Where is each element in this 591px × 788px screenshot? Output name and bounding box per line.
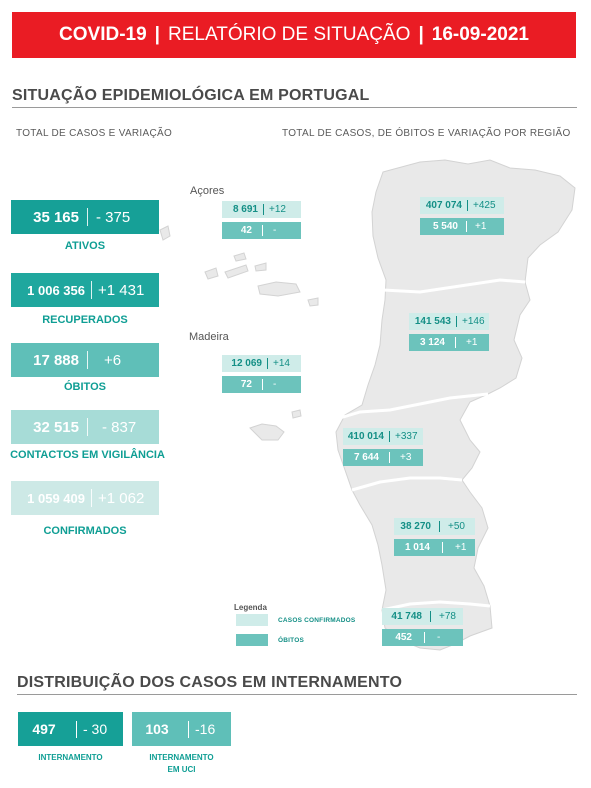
stat-value: 1 059 409 <box>27 490 85 506</box>
region-deaths-alentejo <box>394 539 475 556</box>
hospital-divider <box>188 721 189 738</box>
region-cases-acores <box>222 201 301 218</box>
tag-divider <box>466 221 467 232</box>
region-deaths-norte <box>420 218 504 235</box>
section-title-hospitalization: DISTRIBUIÇÃO DOS CASOS EM INTERNAMENTO <box>17 674 403 691</box>
region-cases-norte <box>420 197 504 214</box>
stat-label-confirmed: CONFIRMADOS <box>43 525 127 537</box>
madeira-island <box>292 410 301 418</box>
acores-island <box>160 226 170 240</box>
legend-title: Legenda <box>234 603 267 612</box>
region-cases-value: 41 748 <box>391 611 422 622</box>
stat-label-active: ATIVOS <box>64 240 106 252</box>
acores-island <box>308 298 318 306</box>
region-deaths-value: 7 644 <box>353 452 379 463</box>
region-cases-value: 8 691 <box>232 204 258 215</box>
region-cases-value: 38 270 <box>400 521 431 532</box>
tag-divider <box>430 611 431 622</box>
region-deaths-acores <box>222 222 301 239</box>
header-subtitle: RELATÓRIO DE SITUAÇÃO <box>167 24 411 45</box>
region-label-acores: Açores <box>190 185 225 197</box>
legend-label-confirmed: CASOS CONFIRMADOS <box>278 617 356 624</box>
header-separator: | <box>154 24 160 45</box>
tag-divider <box>442 542 443 553</box>
region-cases-change: +78 <box>439 611 456 622</box>
hospital-value: 497 <box>32 721 56 737</box>
stat-label-contacts: CONTACTOS EM VIGILÂNCIA <box>10 449 165 461</box>
region-deaths-change: - <box>273 379 277 390</box>
total-cases-caption: TOTAL DE CASOS E VARIAÇÃO <box>16 128 173 139</box>
hospital-box-icu <box>132 712 231 746</box>
region-deaths-lvt <box>343 449 423 466</box>
acores-island <box>225 265 248 278</box>
stat-change: +6 <box>104 351 122 369</box>
hospital-label-line: EM UCI <box>167 765 196 774</box>
region-deaths-change: +1 <box>455 542 467 553</box>
header-title: COVID-19 <box>59 24 147 45</box>
region-deaths-centro <box>409 334 489 351</box>
stat-label-recovered: RECUPERADOS <box>42 314 128 326</box>
region-deaths-change: - <box>437 632 441 643</box>
tag-divider <box>262 225 263 236</box>
region-deaths-change: - <box>273 225 277 236</box>
region-deaths-value: 3 124 <box>419 337 445 348</box>
region-deaths-value: 452 <box>395 632 412 643</box>
region-cases-value: 407 074 <box>425 200 462 211</box>
region-cases-value: 410 014 <box>347 431 384 442</box>
acores-island <box>234 253 246 261</box>
region-label-madeira: Madeira <box>189 331 229 343</box>
stat-value: 35 165 <box>33 208 79 226</box>
stat-change: - 375 <box>96 208 131 226</box>
stat-change: +1 062 <box>98 489 145 507</box>
hospital-change: - 30 <box>83 721 108 737</box>
legend-swatch-deaths <box>236 634 268 646</box>
tag-divider <box>424 632 425 643</box>
hospital-value: 103 <box>145 721 169 737</box>
tag-divider <box>262 379 263 390</box>
legend-swatch-confirmed <box>236 614 268 626</box>
region-caption: TOTAL DE CASOS, DE ÓBITOS E VARIAÇÃO POR REGIÃO <box>282 128 571 139</box>
stat-value: 1 006 356 <box>27 282 85 298</box>
hospital-divider <box>76 721 77 738</box>
stat-change: +1 431 <box>98 281 145 299</box>
header-separator: | <box>418 24 424 45</box>
header-date: 16-09-2021 <box>431 24 529 45</box>
stat-change: - 837 <box>102 418 137 436</box>
hospital-label-ward <box>18 752 123 764</box>
region-cases-change: +425 <box>473 200 496 211</box>
region-deaths-algarve <box>382 629 463 646</box>
region-cases-change: +337 <box>395 431 418 442</box>
legend-label-deaths: ÓBITOS <box>278 637 305 644</box>
section-divider <box>17 694 577 695</box>
tag-divider <box>456 316 457 327</box>
tag-divider <box>439 521 440 532</box>
region-cases-change: +146 <box>462 316 485 327</box>
hospital-label-line: INTERNAMENTO <box>149 753 214 762</box>
tag-divider <box>389 452 390 463</box>
region-cases-change: +12 <box>269 204 286 215</box>
region-deaths-value: 5 540 <box>432 221 458 232</box>
tag-divider <box>263 204 264 215</box>
region-deaths-change: +1 <box>475 221 487 232</box>
region-cases-centro <box>409 313 489 330</box>
tag-divider <box>267 358 268 369</box>
hospital-label-icu <box>132 752 231 776</box>
region-deaths-change: +3 <box>400 452 412 463</box>
region-cases-change: +14 <box>273 358 290 369</box>
tag-divider <box>467 200 468 211</box>
region-deaths-value: 42 <box>240 225 252 236</box>
region-deaths-change: +1 <box>466 337 478 348</box>
region-cases-change: +50 <box>448 521 465 532</box>
stat-label-deaths: ÓBITOS <box>64 381 106 393</box>
region-cases-value: 12 069 <box>231 358 262 369</box>
section-title-epidemiological: SITUAÇÃO EPIDEMIOLÓGICA EM PORTUGAL <box>12 87 370 104</box>
region-deaths-value: 1 014 <box>404 542 430 553</box>
acores-island <box>205 268 218 279</box>
acores-island <box>258 282 300 296</box>
region-cases-value: 141 543 <box>414 316 451 327</box>
hospital-box-ward <box>18 712 123 746</box>
tag-divider <box>389 431 390 442</box>
acores-island <box>255 263 266 271</box>
region-deaths-madeira <box>222 376 301 393</box>
region-cases-lvt <box>343 428 423 445</box>
region-cases-algarve <box>382 608 463 625</box>
region-cases-madeira <box>222 355 301 372</box>
tag-divider <box>455 337 456 348</box>
madeira-island <box>250 424 284 440</box>
region-deaths-value: 72 <box>240 379 252 390</box>
hospital-change: -16 <box>195 721 216 737</box>
stat-value: 32 515 <box>33 418 79 436</box>
region-cases-alentejo <box>394 518 475 535</box>
hospital-label-line: INTERNAMENTO <box>38 753 103 762</box>
stat-value: 17 888 <box>33 351 79 369</box>
